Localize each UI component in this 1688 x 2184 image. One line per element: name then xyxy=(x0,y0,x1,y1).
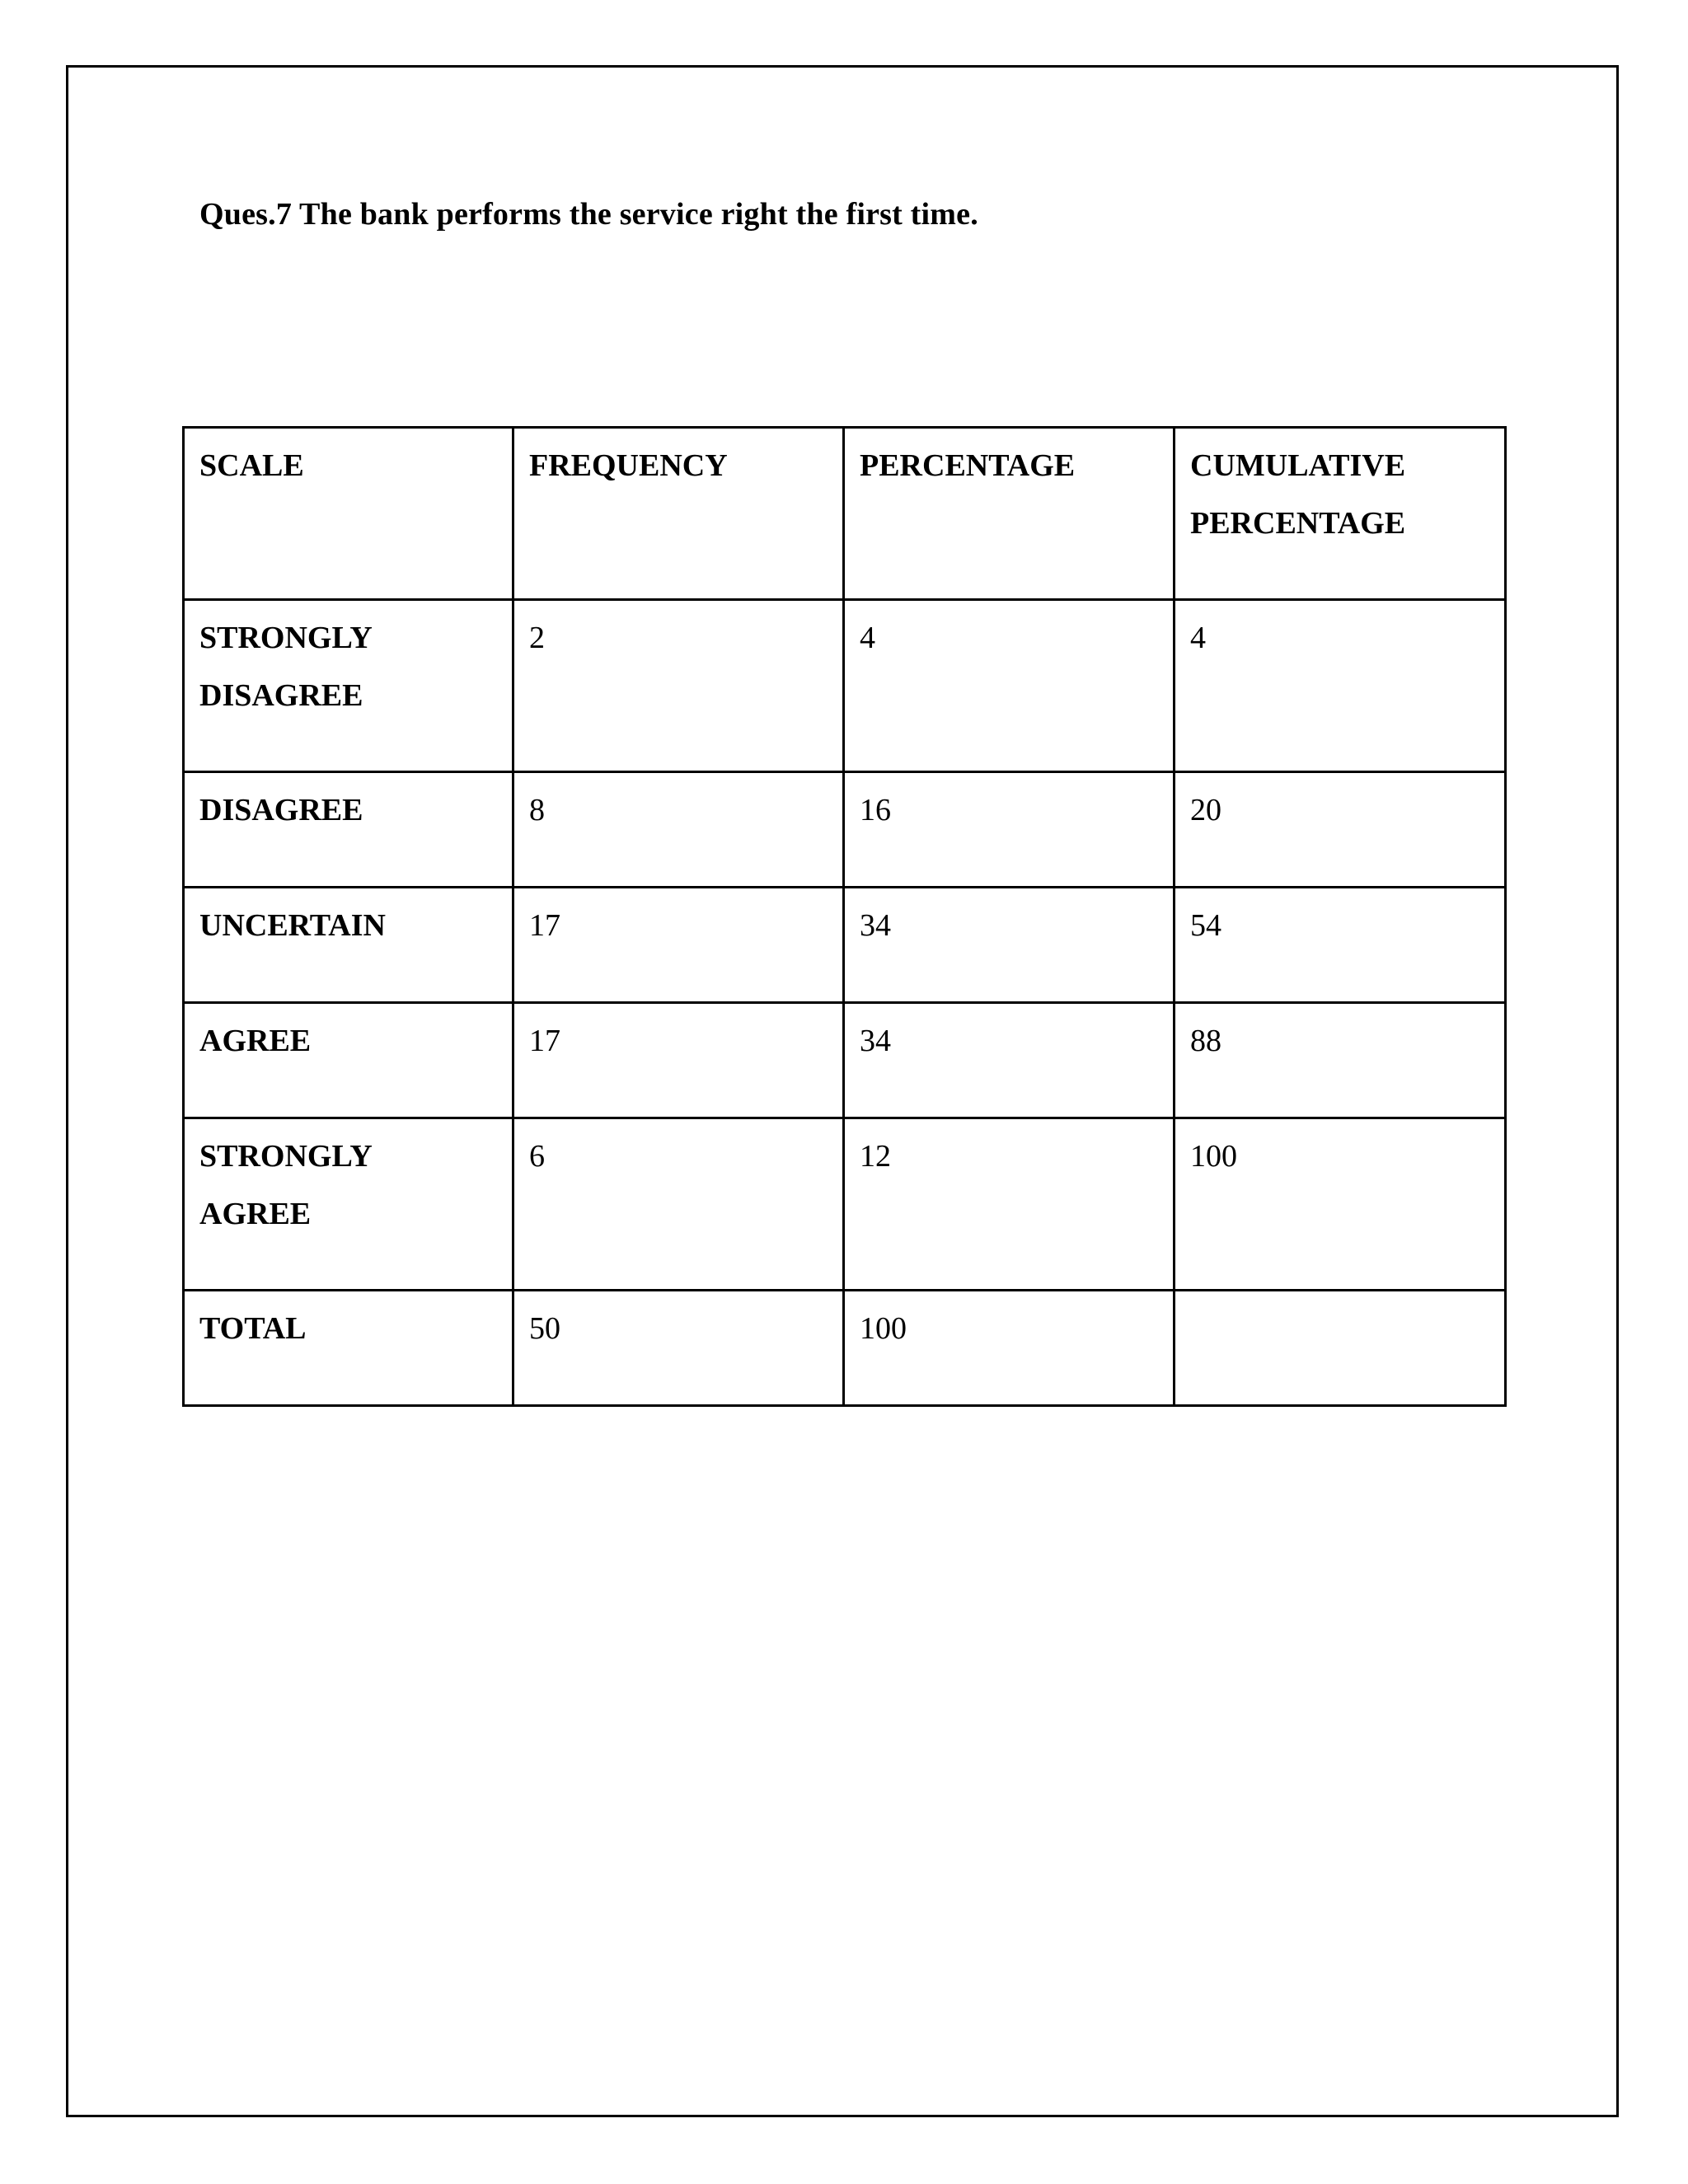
percentage-cell: 34 xyxy=(844,1003,1175,1118)
table-header-row xyxy=(184,428,1506,600)
frequency-cell: 8 xyxy=(513,772,844,888)
cumulative-cell: 20 xyxy=(1175,772,1506,888)
percentage-cell: 100 xyxy=(844,1291,1175,1406)
frequency-table xyxy=(182,426,1507,1407)
cumulative-cell: 100 xyxy=(1175,1118,1506,1291)
frequency-cell: 50 xyxy=(513,1291,844,1406)
cumulative-cell: 54 xyxy=(1175,888,1506,1003)
scale-cell: AGREE xyxy=(184,1003,513,1118)
header-frequency: FREQUENCY xyxy=(513,428,844,600)
header-scale: SCALE xyxy=(184,428,513,600)
table-row-total xyxy=(184,1291,1506,1406)
header-percentage: PERCENTAGE xyxy=(844,428,1175,600)
header-cumulative-percentage: CUMULATIVE PERCENTAGE xyxy=(1175,428,1506,600)
percentage-cell: 34 xyxy=(844,888,1175,1003)
percentage-cell: 12 xyxy=(844,1118,1175,1291)
scale-cell: TOTAL xyxy=(184,1291,513,1406)
percentage-cell: 16 xyxy=(844,772,1175,888)
cumulative-cell xyxy=(1175,1291,1506,1406)
percentage-cell: 4 xyxy=(844,600,1175,772)
frequency-cell: 17 xyxy=(513,888,844,1003)
frequency-cell: 17 xyxy=(513,1003,844,1118)
scale-cell: DISAGREE xyxy=(184,772,513,888)
frequency-cell: 2 xyxy=(513,600,844,772)
table-row xyxy=(184,1003,1506,1118)
frequency-cell: 6 xyxy=(513,1118,844,1291)
question-heading: Ques.7 The bank performs the service right the first time. xyxy=(199,197,978,232)
cumulative-cell: 4 xyxy=(1175,600,1506,772)
table-row xyxy=(184,772,1506,888)
scale-cell: STRONGLY DISAGREE xyxy=(184,600,513,772)
table-row xyxy=(184,1118,1506,1291)
scale-cell: STRONGLY AGREE xyxy=(184,1118,513,1291)
table-row xyxy=(184,600,1506,772)
scale-cell: UNCERTAIN xyxy=(184,888,513,1003)
table-row xyxy=(184,888,1506,1003)
cumulative-cell: 88 xyxy=(1175,1003,1506,1118)
